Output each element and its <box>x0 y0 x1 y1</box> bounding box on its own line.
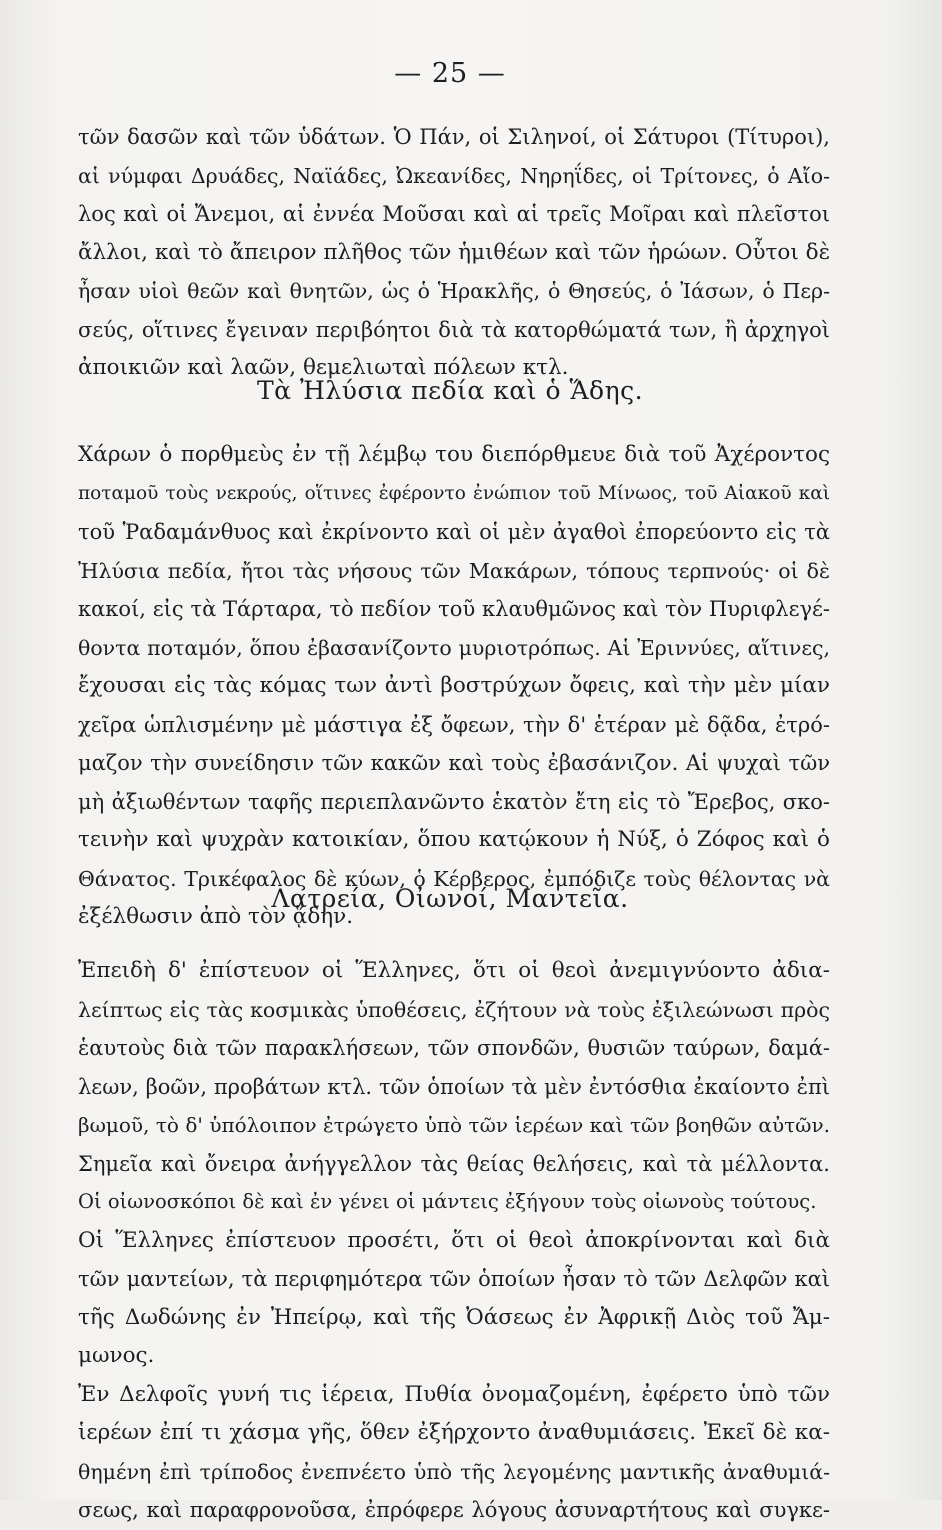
text-line: θοντα ποταμόν, ὅπου ἐβασανίζοντο μυριοτρόπως. Αἱ Ἐριννύες, αἵτινες, <box>78 635 830 660</box>
text-line: τῶν δασῶν καὶ τῶν ὑδάτων. Ὁ Πάν, οἱ Σιληνοί, οἱ Σάτυροι (Τίτυροι), <box>78 125 830 149</box>
paragraph-worship-oracles <box>78 952 830 1530</box>
section-heading-elysian-hades: Τὰ Ἠλύσια πεδία καὶ ὁ Ἅδης. <box>256 376 644 405</box>
text-line: ἄλλοι, καὶ τὸ ἄπειρον πλῆθος τῶν ἡμιθέων καὶ τῶν ἡρώων. Οὗτοι δὲ <box>78 239 831 265</box>
page-number: — 25 — <box>394 58 506 89</box>
text-line: Θάνατος. Τρικέφαλος δὲ κύων, ὁ Κέρβερος, ἐμπόδιζε τοὺς θέλοντας νὰ <box>78 866 830 891</box>
text-line: θημένη ἐπὶ τρίποδος ἐνεπνέετο ὑπὸ τῆς λεγομένης μαντικῆς ἀναθυμιά- <box>78 1459 830 1484</box>
text-line: Χάρων ὁ πορθμεὺς ἐν τῇ λέμβῳ του διεπόρθμευε διὰ τοῦ Ἀχέροντος <box>78 442 830 467</box>
text-line: μαζον τὴν συνείδησιν τῶν κακῶν καὶ τοὺς ἐβασάνιζον. Αἱ ψυχαὶ τῶν <box>78 751 830 775</box>
text-line: βωμοῦ, τὸ δ' ὑπόλοιπον ἐτρώγετο ὑπὸ τῶν ἱερέων καὶ τῶν βοηθῶν αὐτῶν. <box>78 1113 830 1137</box>
text-line: ἔχουσαι εἰς τὰς κόμας των ἀντὶ βοστρύχων ὄφεις, καὶ τὴν μὲν μίαν <box>78 673 830 698</box>
text-line: λείπτως εἰς τὰς κοσμικὰς ὑποθέσεις, ἐζήτουν νὰ τοὺς ἐξιλεώνωσι πρὸς <box>78 997 830 1022</box>
text-line: ἑαυτοὺς διὰ τῶν παρακλήσεων, τῶν σπονδῶν, θυσιῶν ταύρων, δαμά- <box>78 1036 830 1060</box>
text-line: τῆς Δωδώνης ἐν Ἠπείρῳ, καὶ τῆς Ὀάσεως ἐν Ἀφρικῇ Διὸς τοῦ Ἄμ- <box>78 1304 830 1330</box>
text-line: ἀποικιῶν καὶ λαῶν, θεμελιωταὶ πόλεων κτλ. <box>78 355 569 380</box>
text-line: τεινὴν καὶ ψυχρὰν κατοικίαν, ὅπου κατῴκουν ἡ Νύξ, ὁ Ζόφος καὶ ὁ <box>78 827 830 852</box>
text-line: ἦσαν υἱοὶ θεῶν καὶ θνητῶν, ὡς ὁ Ἡρακλῆς, ὁ Θησεύς, ὁ Ἰάσων, ὁ Περ- <box>78 279 830 303</box>
text-line: τοῦ Ῥαδαμάνθυος καὶ ἐκρίνοντο καὶ οἱ μὲν ἀγαθοὶ ἐπορεύοντο εἰς τὰ <box>78 520 830 544</box>
paragraph-charon-underworld <box>78 436 830 937</box>
text-line: αἱ νύμφαι Δρυάδες, Ναϊάδες, Ὠκεανίδες, Νηρηΐδες, οἱ Τρίτονες, ὁ Αἴο- <box>78 163 830 188</box>
text-line: σεύς, οἵτινες ἔγειναν περιβόητοι διὰ τὰ κατορθώματά των, ἢ ἀρχηγοὶ <box>78 317 830 342</box>
text-line: σεως, καὶ παραφρονοῦσα, ἐπρόφερε λόγους ἀσυναρτήτους καὶ συγκε- <box>78 1498 830 1522</box>
text-line: ἱερέων ἐπί τι χάσμα γῆς, ὅθεν ἐξήρχοντο ἀναθυμιάσεις. Ἐκεῖ δὲ κα- <box>78 1420 830 1445</box>
text-line: Ἐπειδὴ δ' ἐπίστευον οἱ Ἕλληνες, ὅτι οἱ θεοὶ ἀνεμιγνύοντο ἀδια- <box>78 958 830 983</box>
paragraph-deities-heroes <box>78 118 830 388</box>
text-line: τῶν μαντείων, τὰ περιφημότερα τῶν ὁποίων ἦσαν τὸ τῶν Δελφῶν καὶ <box>78 1267 830 1291</box>
text-line: Οἱ Ἕλληνες ἐπίστευον προσέτι, ὅτι οἱ θεοὶ ἀποκρίνονται καὶ διὰ <box>78 1227 830 1253</box>
text-line: κακοί, εἰς τὰ Τάρταρα, τὸ πεδίον τοῦ κλαυθμῶνος καὶ τὸν Πυριφλεγέ- <box>78 597 830 621</box>
text-line: Σημεῖα καὶ ὄνειρα ἀνήγγελλον τὰς θείας θελήσεις, καὶ τὰ μέλλοντα. <box>78 1151 830 1176</box>
section-heading-worship-omens-oracles: Λατρεία, Οἰωνοί, Μαντεῖα. <box>271 884 629 913</box>
text-line: ποταμοῦ τοὺς νεκρούς, οἵτινες ἐφέροντο ἐνώπιον τοῦ Μίνωος, τοῦ Αἰακοῦ καὶ <box>78 482 830 504</box>
text-line: Ἠλύσια πεδία, ἤτοι τὰς νήσους τῶν Μακάρων, τόπους τερπνούς· οἱ δὲ <box>78 558 830 583</box>
text-line: μὴ ἀξιωθέντων ταφῆς περιεπλανῶντο ἑκατὸν ἔτη εἰς τὸ Ἔρεβος, σκο- <box>78 789 830 814</box>
text-line: ἐξέλθωσιν ἀπὸ τὸν ᾅδην. <box>78 904 354 929</box>
text-line: λεων, βοῶν, προβάτων κτλ. τῶν ὁποίων τὰ μὲν ἐντόσθια ἐκαίοντο ἐπὶ <box>78 1074 830 1099</box>
text-line: χεῖρα ὡπλισμένην μὲ μάστιγα ἐξ ὄφεων, τὴν δ' ἑτέραν μὲ δᾷδα, ἐτρό- <box>78 712 830 737</box>
text-line: λος καὶ οἱ Ἄνεμοι, αἱ ἐννέα Μοῦσαι καὶ αἱ τρεῖς Μοῖραι καὶ πλεῖστοι <box>78 202 830 226</box>
text-line: Οἱ οἰωνοσκόποι δὲ καὶ ἐν γένει οἱ μάντεις ἐξήγουν τοὺς οἰωνοὺς τούτους. <box>78 1190 817 1213</box>
text-line: Ἐν Δελφοῖς γυνή τις ἱέρεια, Πυθία ὀνομαζομένη, ἐφέρετο ὑπὸ τῶν <box>78 1381 830 1407</box>
text-line: μωνος. <box>78 1343 155 1368</box>
